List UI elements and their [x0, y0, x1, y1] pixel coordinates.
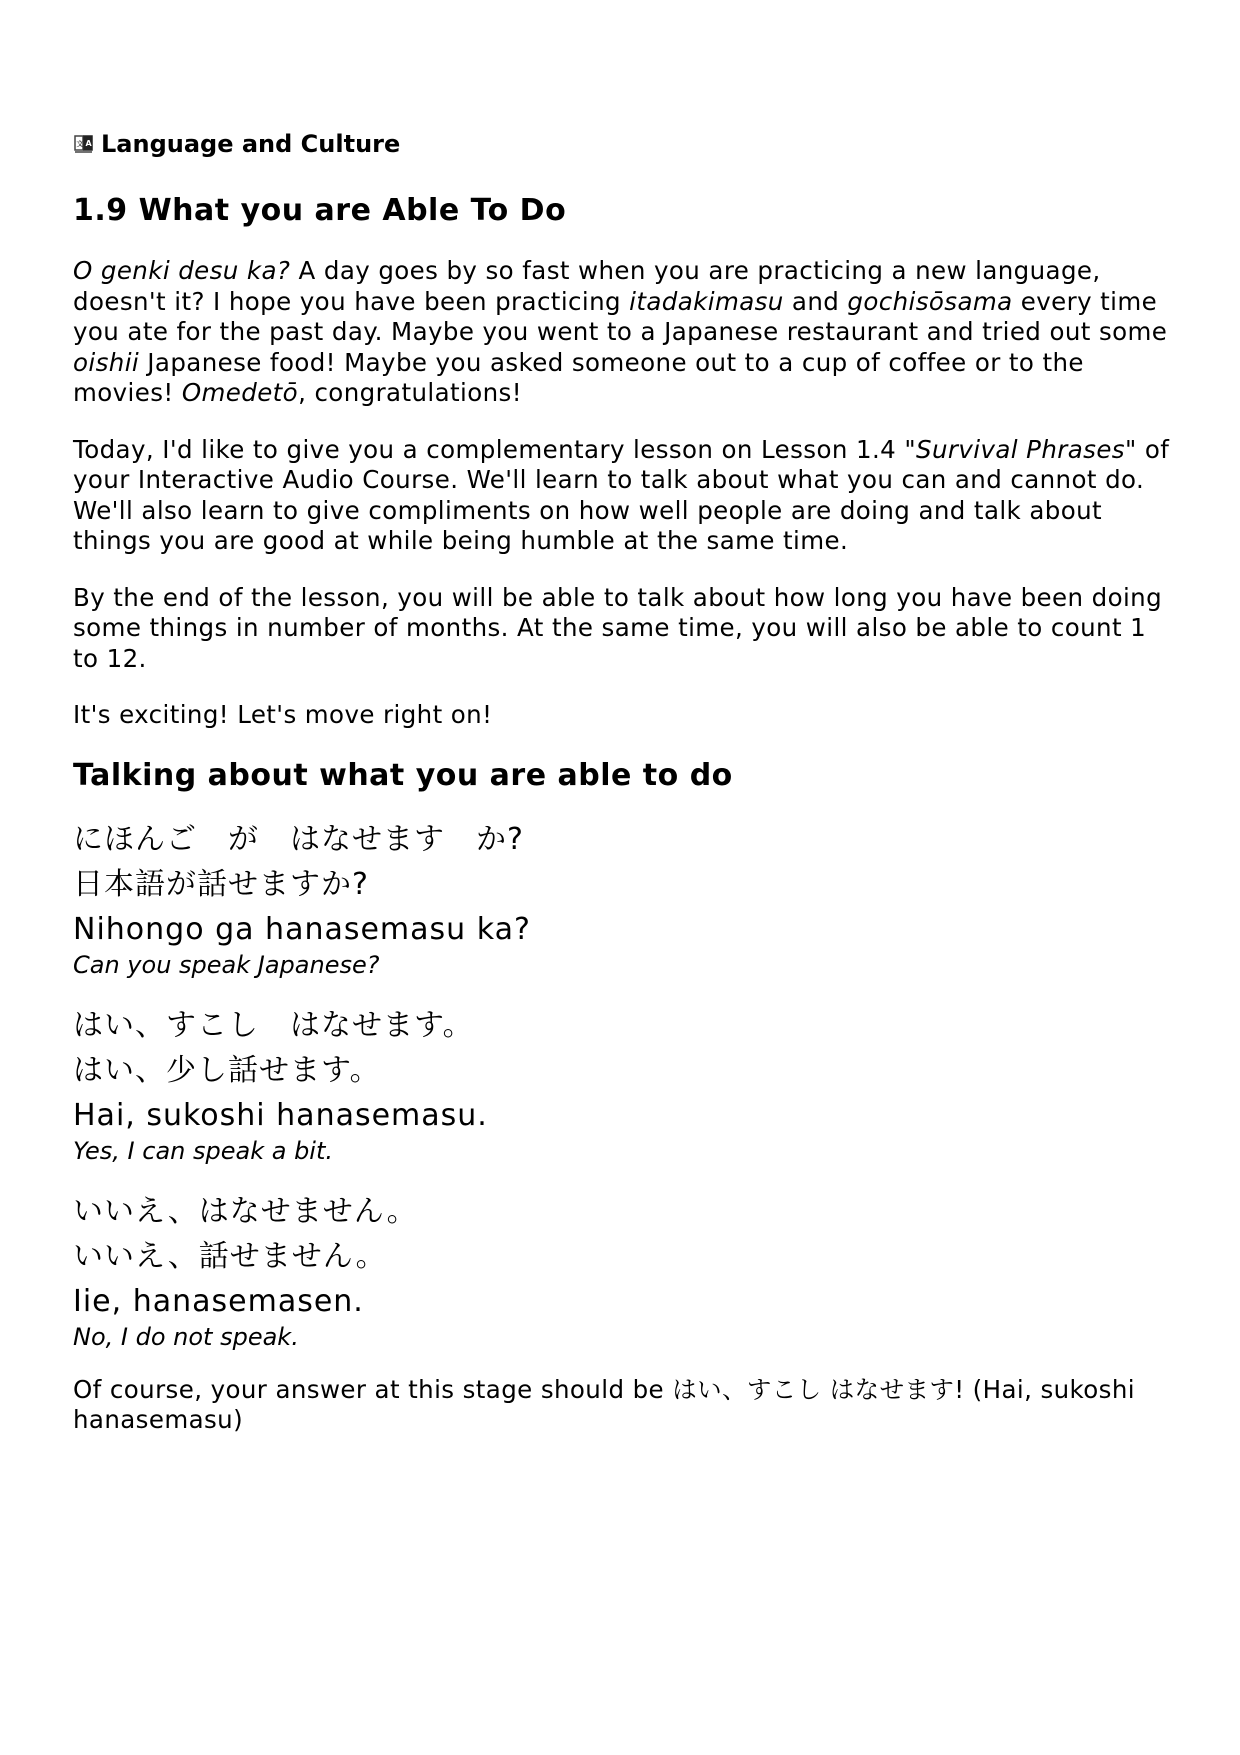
- phrase-kanji: 日本語が話せますか?: [73, 866, 369, 902]
- phrase-kanji: はい、少し話せます。: [73, 1052, 381, 1088]
- phrase-romaji: Hai, sukoshi hanasemasu.: [73, 1097, 488, 1133]
- section-title: Talking about what you are able to do: [73, 757, 733, 793]
- phrase-block: [73, 1189, 1173, 1351]
- category-header: [73, 128, 1173, 160]
- intro-paragraph-1: O genki desu ka? A day goes by so fast when you are practicing a new language, doesn't it? I hope you have been practicing itadakimasu and gochisōsama every time you ate for the past day. Maybe you went to a Japanese restaurant and tried out some oishii Japanese food! Maybe you asked someone out to a cup of coffee or to the movies! Omedetō, congratulations!: [73, 256, 1168, 407]
- svg-text:A: A: [85, 139, 92, 148]
- phrase-translation: Can you speak Japanese?: [73, 950, 380, 979]
- phrase-kana: いいえ、はなせません。: [73, 1193, 418, 1229]
- closing-paragraph: Of course, your answer at this stage should be はい、すこし はなせます! (Hai, sukoshi hanasemasu): [73, 1374, 1135, 1434]
- phrase-romaji: Iie, hanasemasen.: [73, 1283, 364, 1319]
- lesson-title: 1.9 What you are Able To Do: [73, 193, 567, 228]
- phrase-translation: Yes, I can speak a bit.: [73, 1136, 334, 1165]
- phrase-block: [73, 1003, 1173, 1165]
- phrase-kana: にほんご が はなせます か?: [73, 821, 524, 857]
- intro-paragraph-3: By the end of the lesson, you will be able to talk about how long you have been doing some things in number of months. At the same time, you will also be able to count 1 to 12.: [73, 582, 1163, 673]
- category-label: Language and Culture: [101, 130, 401, 158]
- intro-paragraph-4: It's exciting! Let's move right on!: [73, 700, 493, 729]
- document-page: [73, 128, 1173, 1436]
- phrase-kanji: いいえ、話せません。: [73, 1238, 387, 1274]
- language-book-icon: [73, 133, 95, 155]
- phrase-block: [73, 817, 1173, 979]
- svg-text:文: 文: [76, 140, 84, 148]
- phrase-romaji: Nihongo ga hanasemasu ka?: [73, 911, 531, 947]
- intro-paragraph-2: Today, I'd like to give you a complementary lesson on Lesson 1.4 "Survival Phrases" of your Interactive Audio Course. We'll learn to talk about what you can and cannot do. We'll also learn to give compliments on how well people are doing and talk about things you are good at while being humble at the same time.: [73, 434, 1170, 555]
- phrase-kana: はい、すこし はなせます。: [73, 1007, 474, 1043]
- phrase-translation: No, I do not speak.: [73, 1322, 299, 1351]
